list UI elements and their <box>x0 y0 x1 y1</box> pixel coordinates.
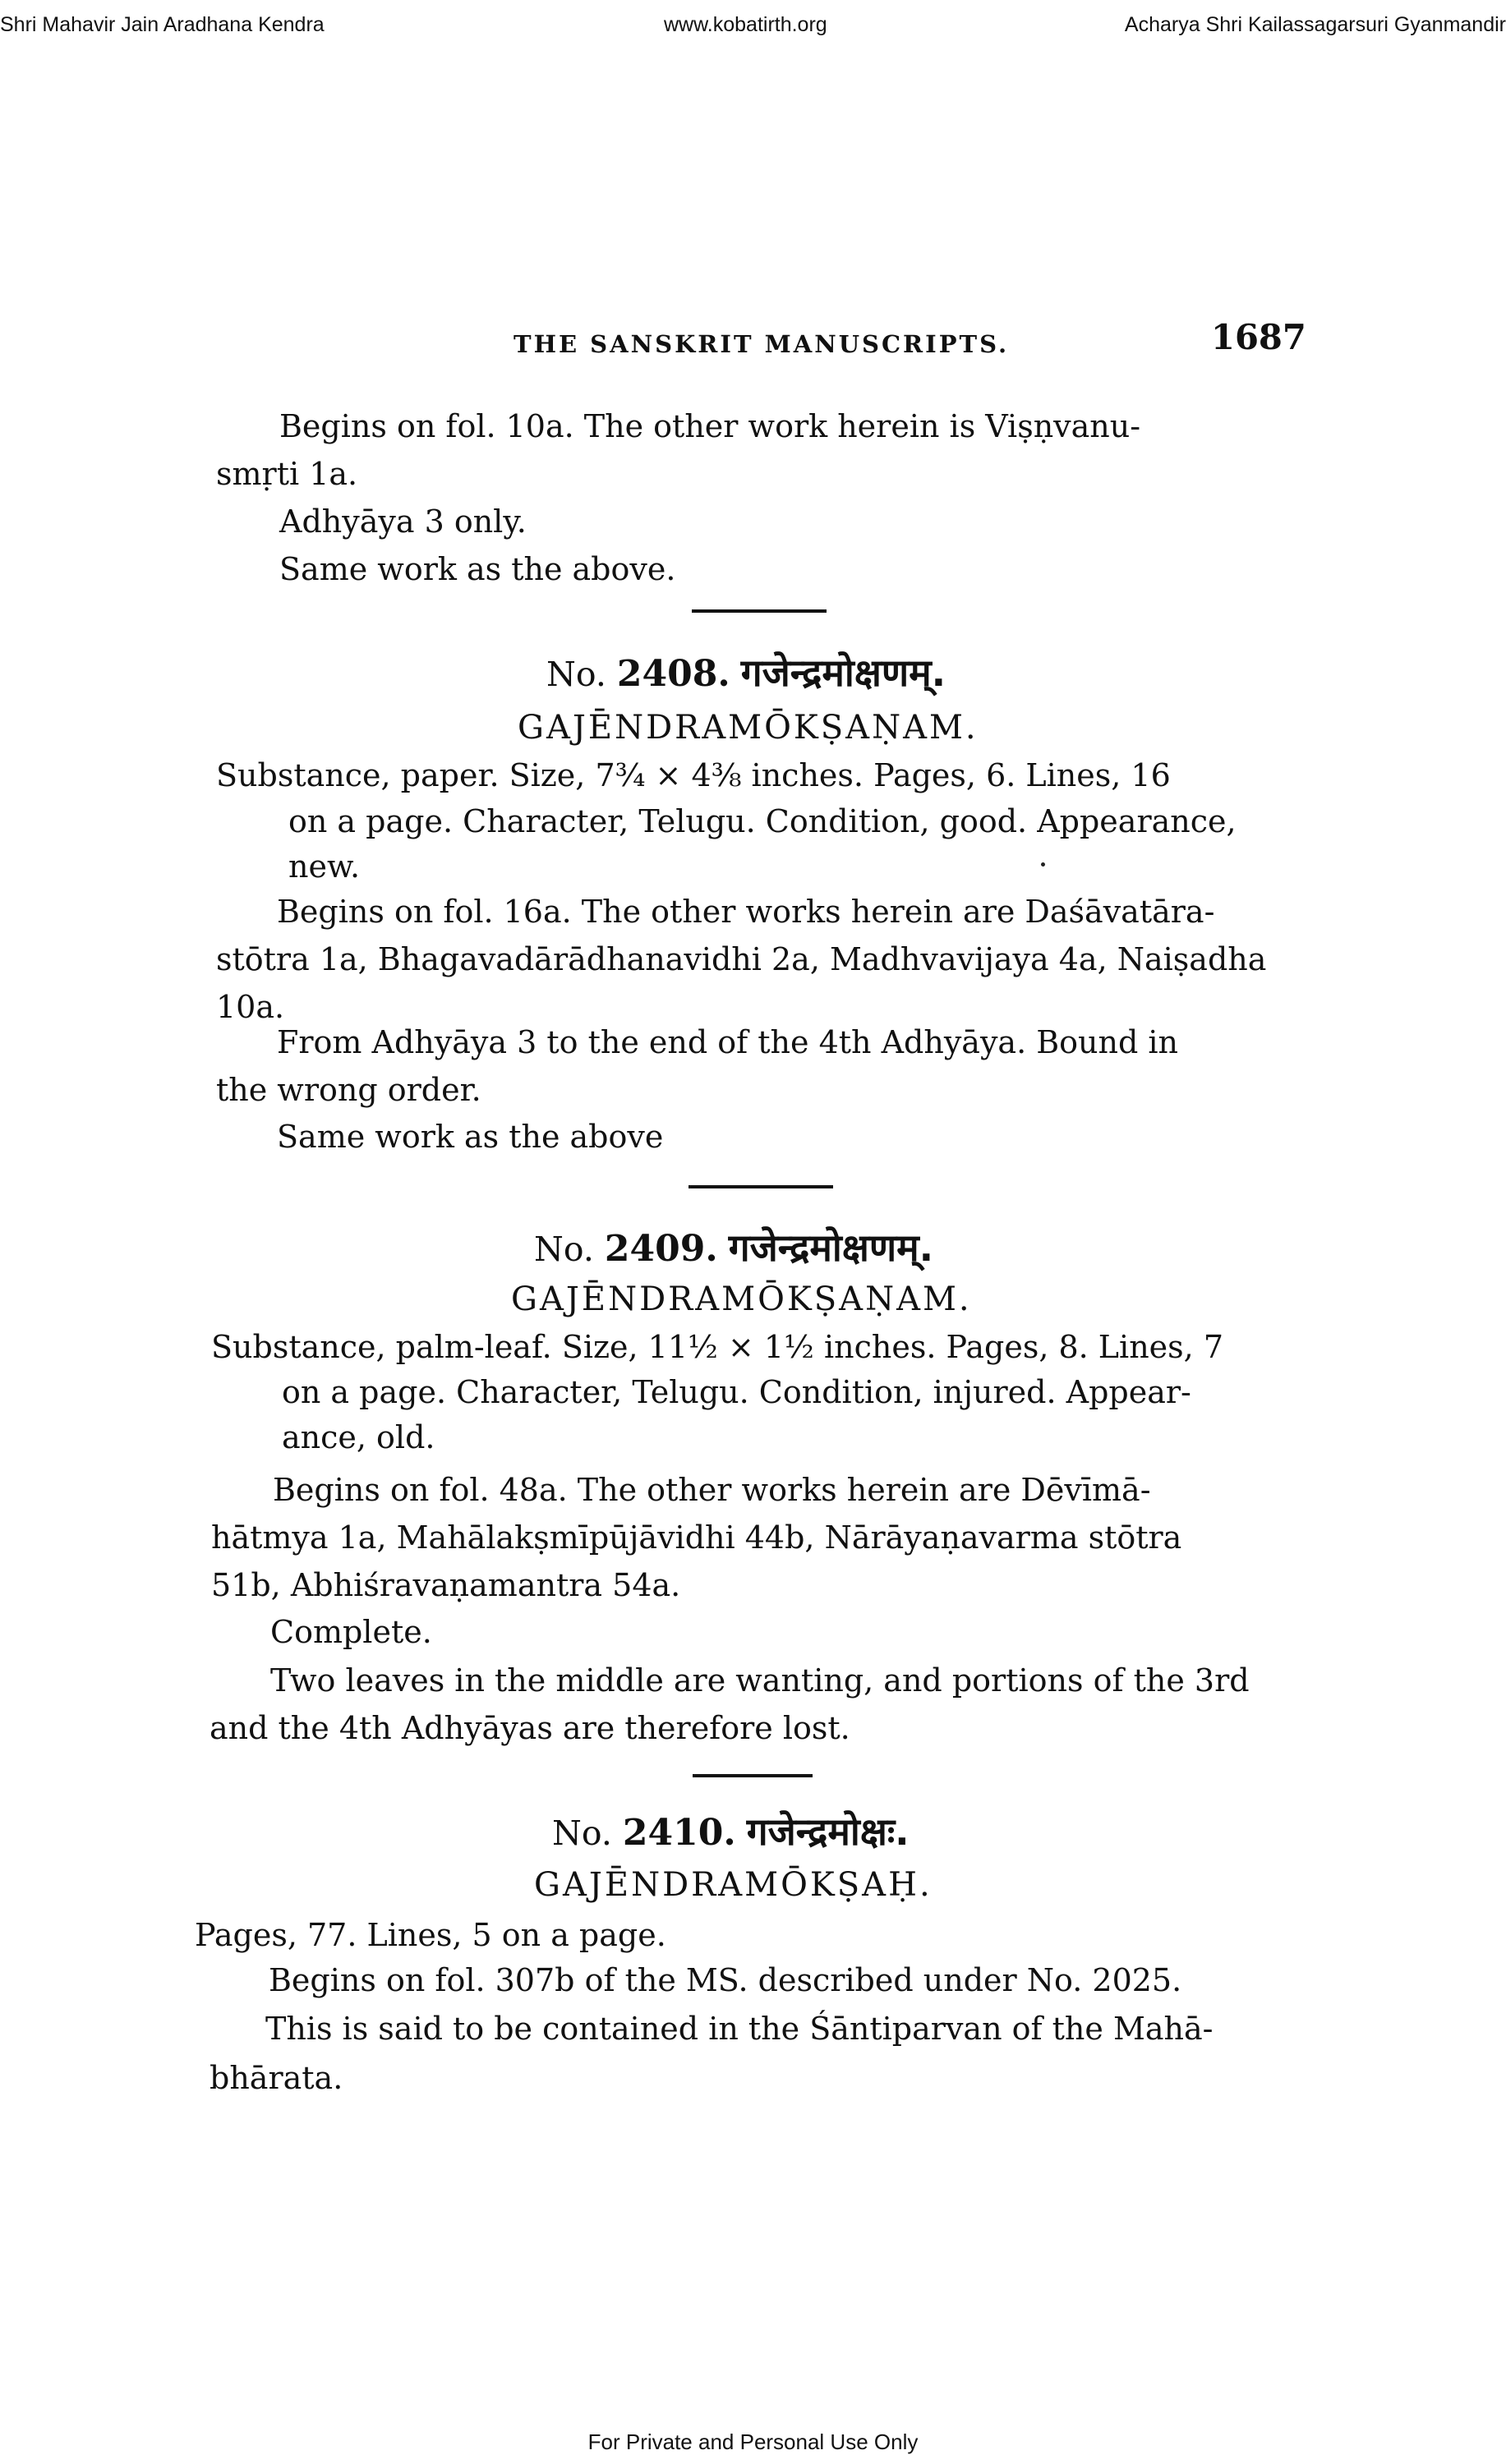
website-url[interactable]: www.kobatirth.org <box>664 13 827 36</box>
entry-2410-number-prefix: No. <box>552 1814 612 1853</box>
intro-line-4: Same work as the above. <box>279 551 676 587</box>
section-divider <box>693 1774 813 1777</box>
section-divider <box>692 609 827 613</box>
entry-2409-begins-line-1: Begins on fol. 48a. The other works herein are Dēvīmā- <box>273 1472 1151 1508</box>
intro-line-3: Adhyāya 3 only. <box>279 503 527 540</box>
intro-line-1: Begins on fol. 10a. The other work herein is Viṣṇvanu- <box>279 408 1141 444</box>
entry-2408-devanagari-title: गजेन्द्रमोक्षणम्. <box>740 650 946 695</box>
stray-mark <box>1041 862 1045 867</box>
entry-2408-desc-line-3: new. <box>288 848 361 885</box>
entry-2408-desc-line-1: Substance, paper. Size, 7¾ × 4⅜ inches. Pages, 6. Lines, 16 <box>216 757 1171 793</box>
entry-2408-heading <box>546 650 946 695</box>
gyanmandir-name: Acharya Shri Kailassagarsuri Gyanmandir <box>1124 13 1506 36</box>
entry-2410-heading <box>552 1809 910 1854</box>
entry-2409-desc-line-1: Substance, palm-leaf. Size, 11½ × 1½ inches. Pages, 8. Lines, 7 <box>211 1329 1223 1365</box>
entry-2408-begins-line-3: 10a. <box>216 989 285 1025</box>
entry-2409-note-line-2: and the 4th Adhyāyas are therefore lost. <box>210 1710 850 1746</box>
entry-2408-begins-line-2: stōtra 1a, Bhagavadārādhanavidhi 2a, Madhvavijaya 4a, Naiṣadha <box>216 941 1267 977</box>
entry-2408-begins-line-1: Begins on fol. 16a. The other works herein are Daśāvatāra- <box>277 894 1215 930</box>
entry-2410-note-line-1: This is said to be contained in the Śāntiparvan of the Mahā- <box>265 2011 1214 2047</box>
entry-2410-note-line-2: bhārata. <box>210 2060 343 2096</box>
entry-2408-number-prefix: No. <box>546 655 606 694</box>
entry-2409-desc-line-3: ance, old. <box>282 1419 435 1455</box>
library-name: Shri Mahavir Jain Aradhana Kendra <box>0 13 325 36</box>
entry-2408-same-line: Same work as the above <box>277 1119 664 1155</box>
entry-2409-complete: Complete. <box>270 1614 432 1650</box>
running-head: THE SANSKRIT MANUSCRIPTS. <box>514 330 1010 358</box>
section-divider <box>689 1185 833 1188</box>
entry-2408-desc-line-2: on a page. Character, Telugu. Condition, good. Appearance, <box>288 803 1237 839</box>
footer-notice: For Private and Personal Use Only <box>587 2430 919 2454</box>
intro-line-2: smṛti 1a. <box>216 456 358 492</box>
entry-2410-desc-line-1: Pages, 77. Lines, 5 on a page. <box>195 1917 666 1953</box>
entry-2410-devanagari-title: गजेन्द्रमोक्षः. <box>746 1809 910 1854</box>
entry-2409-begins-line-3: 51b, Abhiśravaṇamantra 54a. <box>211 1567 681 1603</box>
entry-2409-heading <box>534 1225 934 1270</box>
entry-2408-number: 2408. <box>616 653 730 695</box>
entry-2410-number: 2410. <box>622 1812 736 1854</box>
entry-2408-note-line-2: the wrong order. <box>216 1072 481 1108</box>
entry-2409-note-line-1: Two leaves in the middle are wanting, and portions of the 3rd <box>270 1662 1250 1699</box>
entry-2408-note-line-1: From Adhyāya 3 to the end of the 4th Adhyāya. Bound in <box>277 1024 1179 1060</box>
entry-2408-transliteration: GAJĒNDRAMŌKṢAṆAM. <box>518 709 979 747</box>
entry-2410-transliteration: GAJĒNDRAMŌKṢAḤ. <box>534 1866 933 1904</box>
entry-2409-begins-line-2: hātmya 1a, Mahālakṣmīpūjāvidhi 44b, Nārāyaṇavarma stōtra <box>211 1519 1182 1556</box>
entry-2409-number-prefix: No. <box>534 1230 594 1269</box>
entry-2409-number: 2409. <box>604 1228 718 1270</box>
entry-2409-devanagari-title: गजेन्द्रमोक्षणम्. <box>728 1225 934 1270</box>
page-number: 1687 <box>1211 317 1306 357</box>
entry-2409-transliteration: GAJĒNDRAMŌKṢAṆAM. <box>511 1280 972 1318</box>
entry-2409-desc-line-2: on a page. Character, Telugu. Condition, injured. Appear- <box>282 1374 1191 1410</box>
entry-2410-begins-line-1: Begins on fol. 307b of the MS. described under No. 2025. <box>269 1962 1182 1998</box>
